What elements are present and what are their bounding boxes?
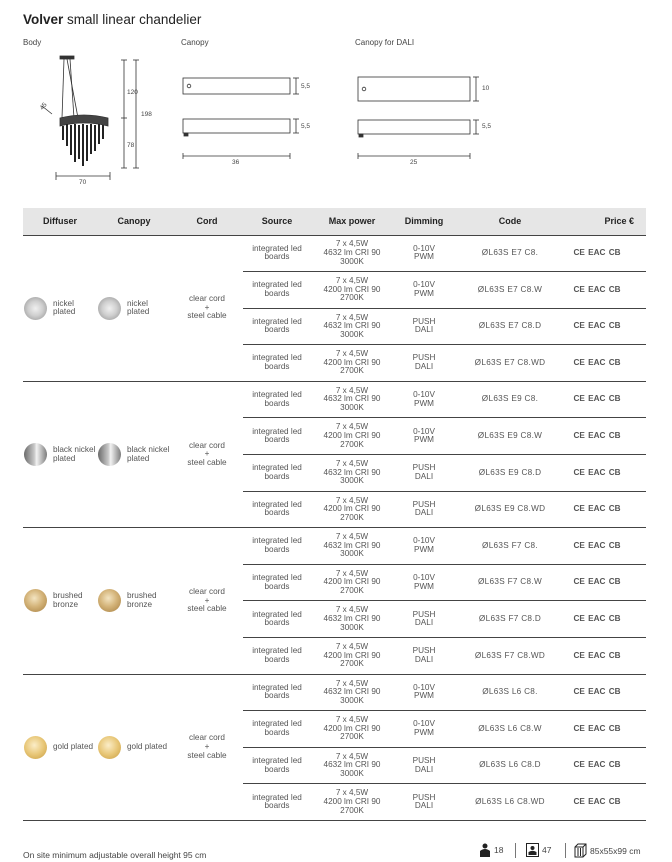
box-size [574, 843, 641, 858]
certification-cell [565, 564, 646, 601]
dimming-type: 0-10V [413, 390, 435, 400]
power-cell [311, 235, 393, 272]
dimming-type: PUSH [412, 316, 436, 326]
power-cell [311, 345, 393, 382]
dimming-type: PUSH [412, 756, 436, 766]
cord-plus: + [204, 302, 210, 312]
dimming-cell [393, 455, 455, 492]
body-drawing-label: Body [23, 38, 42, 47]
power-lumen: 4632 lm CRI 90 [323, 540, 381, 550]
eac-mark: EAC [588, 650, 606, 660]
code-cell: ØL63S E7 C8. [455, 235, 565, 272]
certification-cell [565, 345, 646, 382]
canopy-finish-label: nickel plated [127, 298, 150, 317]
power-cell [311, 272, 393, 309]
power-cct: 3000K [340, 329, 364, 339]
source-cell: integrated led boards [243, 381, 311, 418]
dimming-type: 0-10V [413, 682, 435, 692]
power-cct: 3000K [340, 549, 364, 559]
power-cell [311, 747, 393, 784]
dimming-type: PUSH [412, 609, 436, 619]
power-lumen: 4200 lm CRI 90 [323, 577, 381, 587]
power-cct: 2700K [340, 585, 364, 595]
box-size-value: 85x55x99 cm [590, 845, 641, 856]
dimming-protocol: DALI [414, 471, 434, 481]
dimming-type: 0-10V [413, 536, 435, 546]
eac-mark: EAC [588, 613, 606, 623]
cb-mark: CB [608, 357, 621, 367]
power-lumen: 4632 lm CRI 90 [323, 467, 381, 477]
ce-mark: CE [573, 577, 585, 587]
cb-mark: CB [608, 613, 621, 623]
canopy-dali-drawing-label: Canopy for DALI [355, 38, 415, 47]
dimming-protocol: DALI [414, 618, 434, 628]
body-bottom-dim: 78 [127, 142, 135, 149]
footer-separator [515, 843, 516, 858]
source-cell: integrated led boards [243, 528, 311, 565]
technical-drawings [0, 0, 672, 200]
code-cell: ØL63S E7 C8.WD [455, 345, 565, 382]
dimming-protocol: DALI [414, 325, 434, 335]
weight-box-icon [526, 843, 539, 857]
cb-mark: CB [608, 248, 621, 257]
canopy-finish-label: black nickel plated [127, 444, 170, 463]
cord-cell [171, 235, 243, 381]
cb-mark: CB [608, 284, 621, 294]
dimming-type: PUSH [412, 646, 436, 656]
power-cell [311, 381, 393, 418]
power-wattage: 7 x 4,5W [335, 385, 369, 395]
col-price: Price € [565, 208, 646, 235]
eac-mark: EAC [588, 394, 606, 404]
power-lumen: 4632 lm CRI 90 [323, 321, 381, 331]
canopy-drawing-label: Canopy [181, 38, 209, 47]
power-wattage: 7 x 4,5W [335, 532, 369, 542]
dimming-cell [393, 491, 455, 528]
certification-cell [565, 235, 646, 272]
canopy-dali-drawing [358, 77, 479, 159]
body-drawing [42, 56, 139, 180]
power-lumen: 4632 lm CRI 90 [323, 760, 381, 770]
eac-mark: EAC [588, 430, 606, 440]
source-cell: integrated led boards [243, 235, 311, 272]
dimming-protocol: PWM [413, 545, 434, 555]
power-lumen: 4200 lm CRI 90 [323, 796, 381, 806]
power-cct: 2700K [340, 366, 364, 376]
dimming-type: 0-10V [413, 243, 435, 253]
canopy-finish-label: gold plated [127, 742, 168, 752]
eac-mark: EAC [588, 504, 606, 514]
dimming-cell [393, 272, 455, 309]
code-cell: ØL63S E7 C8.W [455, 272, 565, 309]
power-cct: 3000K [340, 695, 364, 705]
canopy-length-dim: 36 [232, 159, 240, 166]
ce-mark: CE [573, 321, 585, 331]
power-lumen: 4632 lm CRI 90 [323, 394, 381, 404]
code-cell: ØL63S L6 C8.D [455, 747, 565, 784]
dimming-cell [393, 418, 455, 455]
power-wattage: 7 x 4,5W [335, 641, 369, 651]
source-cell: integrated led boards [243, 345, 311, 382]
code-cell: ØL63S F7 C8.W [455, 564, 565, 601]
power-wattage: 7 x 4,5W [335, 751, 369, 761]
power-cell [311, 564, 393, 601]
eac-mark: EAC [588, 540, 606, 550]
ce-mark: CE [573, 687, 585, 697]
power-cct: 2700K [340, 659, 364, 669]
canopy-dali-height-top-dim: 10 [482, 85, 490, 92]
power-wattage: 7 x 4,5W [335, 276, 369, 285]
dimming-cell [393, 564, 455, 601]
certification-cell [565, 638, 646, 675]
power-lumen: 4200 lm CRI 90 [323, 357, 381, 367]
eac-mark: EAC [588, 760, 606, 770]
dimming-cell [393, 235, 455, 272]
power-cell [311, 308, 393, 345]
dimming-cell [393, 601, 455, 638]
table-row [23, 674, 646, 711]
dimming-protocol: DALI [414, 764, 434, 774]
col-canopy: Canopy [97, 208, 171, 235]
canopy-finish-swatch [98, 297, 121, 320]
source-cell: integrated led boards [243, 674, 311, 711]
gross-weight [526, 843, 551, 857]
table-row [23, 528, 646, 565]
certification-cell [565, 418, 646, 455]
cord-primary: clear cord [189, 733, 225, 743]
power-lumen: 4632 lm CRI 90 [323, 613, 381, 623]
cord-primary: clear cord [189, 440, 225, 450]
code-cell: ØL63S F7 C8.WD [455, 638, 565, 675]
power-wattage: 7 x 4,5W [335, 678, 369, 688]
power-cell [311, 674, 393, 711]
eac-mark: EAC [588, 687, 606, 697]
canopy-height-top-dim: 5,5 [301, 83, 311, 90]
certification-cell [565, 747, 646, 784]
power-wattage: 7 x 4,5W [335, 715, 369, 725]
source-cell: integrated led boards [243, 711, 311, 748]
diffuser-finish-label: gold plated [53, 742, 94, 752]
cord-secondary: steel cable [187, 604, 227, 614]
certification-cell [565, 381, 646, 418]
canopy-height-side-dim: 5,5 [301, 123, 311, 130]
dimming-cell [393, 674, 455, 711]
dimming-type: 0-10V [413, 280, 435, 290]
source-cell: integrated led boards [243, 747, 311, 784]
eac-mark: EAC [588, 723, 606, 733]
eac-mark: EAC [588, 357, 606, 367]
diffuser-cell [23, 381, 97, 527]
ce-mark: CE [573, 467, 585, 477]
power-cct: 3000K [340, 256, 364, 266]
cb-mark: CB [608, 430, 621, 440]
certification-cell [565, 674, 646, 711]
power-wattage: 7 x 4,5W [335, 422, 369, 432]
certification-cell [565, 308, 646, 345]
code-cell: ØL63S E9 C8.D [455, 455, 565, 492]
power-cct: 3000K [340, 768, 364, 778]
ce-mark: CE [573, 357, 585, 367]
canopy-cell [97, 674, 171, 820]
power-cct: 2700K [340, 439, 364, 449]
power-cct: 2700K [340, 732, 364, 742]
dimming-cell [393, 528, 455, 565]
canopy-cell [97, 528, 171, 674]
source-cell: integrated led boards [243, 491, 311, 528]
ce-mark: CE [573, 723, 585, 733]
power-cell [311, 528, 393, 565]
canopy-finish-swatch [98, 736, 121, 759]
code-cell: ØL63S E9 C8. [455, 381, 565, 418]
power-cell [311, 638, 393, 675]
diffuser-finish-swatch [24, 443, 47, 466]
canopy-finish-label: brushed bronze [127, 591, 157, 609]
cb-mark: CB [608, 467, 621, 477]
power-wattage: 7 x 4,5W [335, 312, 369, 322]
table-row [23, 381, 646, 418]
cord-secondary: steel cable [187, 311, 227, 321]
body-top-dim: 120 [127, 89, 138, 96]
power-cell [311, 784, 393, 821]
diffuser-finish-label: nickel plated [53, 298, 76, 317]
ce-mark: CE [573, 248, 585, 257]
power-lumen: 4632 lm CRI 90 [323, 687, 381, 697]
power-wattage: 7 x 4,5W [335, 568, 369, 578]
diffuser-finish-label: black nickel plated [53, 444, 96, 463]
code-cell: ØL63S L6 C8. [455, 674, 565, 711]
power-lumen: 4200 lm CRI 90 [323, 504, 381, 514]
net-weight [479, 843, 503, 857]
ce-mark: CE [573, 613, 585, 623]
cord-plus: + [204, 742, 210, 752]
canopy-cell [97, 235, 171, 381]
code-cell: ØL63S E9 C8.WD [455, 491, 565, 528]
footer-note: On site minimum adjustable overall height 95 cm [23, 850, 207, 860]
dimming-cell [393, 381, 455, 418]
certification-cell [565, 784, 646, 821]
cb-mark: CB [608, 687, 621, 697]
cord-plus: + [204, 595, 210, 605]
source-cell: integrated led boards [243, 638, 311, 675]
code-cell: ØL63S L6 C8.W [455, 711, 565, 748]
col-diffuser: Diffuser [23, 208, 97, 235]
power-wattage: 7 x 4,5W [335, 458, 369, 468]
ce-mark: CE [573, 284, 585, 294]
code-cell: ØL63S F7 C8.D [455, 601, 565, 638]
col-code: Code [455, 208, 565, 235]
source-cell: integrated led boards [243, 418, 311, 455]
code-cell: ØL63S E9 C8.W [455, 418, 565, 455]
ce-mark: CE [573, 796, 585, 806]
source-cell: integrated led boards [243, 455, 311, 492]
power-cct: 2700K [340, 512, 364, 522]
dimming-type: PUSH [412, 792, 436, 802]
dimming-type: PUSH [412, 353, 436, 363]
power-cell [311, 455, 393, 492]
dimming-protocol: PWM [413, 728, 434, 738]
ce-mark: CE [573, 540, 585, 550]
dimming-protocol: PWM [413, 398, 434, 408]
cb-mark: CB [608, 796, 621, 806]
power-cct: 2700K [340, 805, 364, 815]
ce-mark: CE [573, 504, 585, 514]
power-cct: 3000K [340, 402, 364, 412]
power-lumen: 4200 lm CRI 90 [323, 723, 381, 733]
cord-cell [171, 674, 243, 820]
code-cell: ØL63S E7 C8.D [455, 308, 565, 345]
cord-cell [171, 528, 243, 674]
dimming-protocol: PWM [413, 435, 434, 445]
power-lumen: 4632 lm CRI 90 [323, 248, 381, 257]
certification-cell [565, 528, 646, 565]
cb-mark: CB [608, 394, 621, 404]
col-source: Source [243, 208, 311, 235]
dimming-protocol: PWM [413, 288, 434, 298]
body-width-dim: 70 [79, 179, 87, 186]
ce-mark: CE [573, 760, 585, 770]
source-cell: integrated led boards [243, 564, 311, 601]
dimming-cell [393, 784, 455, 821]
power-wattage: 7 x 4,5W [335, 349, 369, 359]
power-wattage: 7 x 4,5W [335, 788, 369, 798]
dimming-protocol: DALI [414, 654, 434, 664]
weight-person-icon [479, 843, 491, 857]
dimming-type: PUSH [412, 463, 436, 473]
col-max-power: Max power [311, 208, 393, 235]
spec-table [23, 208, 646, 821]
gross-weight-value: 47 [542, 845, 552, 855]
power-lumen: 4200 lm CRI 90 [323, 650, 381, 660]
power-wattage: 7 x 4,5W [335, 239, 369, 249]
cord-cell [171, 381, 243, 527]
eac-mark: EAC [588, 796, 606, 806]
diffuser-cell [23, 528, 97, 674]
certification-cell [565, 455, 646, 492]
body-angle-dim: 45 [38, 101, 49, 112]
source-cell: integrated led boards [243, 272, 311, 309]
cord-plus: + [204, 449, 210, 459]
code-cell: ØL63S L6 C8.WD [455, 784, 565, 821]
cb-mark: CB [608, 321, 621, 331]
code-cell: ØL63S F7 C8. [455, 528, 565, 565]
power-cct: 2700K [340, 293, 364, 303]
dimming-cell [393, 711, 455, 748]
dimming-cell [393, 345, 455, 382]
dimming-protocol: PWM [413, 581, 434, 591]
power-cell [311, 491, 393, 528]
footer-separator [565, 843, 566, 858]
col-dimming: Dimming [393, 208, 455, 235]
dimming-cell [393, 638, 455, 675]
eac-mark: EAC [588, 577, 606, 587]
cord-secondary: steel cable [187, 750, 227, 760]
certification-cell [565, 711, 646, 748]
table-header-row [23, 208, 646, 235]
dimming-type: 0-10V [413, 719, 435, 729]
dimming-type: 0-10V [413, 426, 435, 436]
eac-mark: EAC [588, 321, 606, 331]
eac-mark: EAC [588, 248, 606, 257]
dimming-protocol: DALI [414, 362, 434, 372]
table-row [23, 235, 646, 272]
diffuser-finish-swatch [24, 736, 47, 759]
power-wattage: 7 x 4,5W [335, 605, 369, 615]
canopy-dali-length-dim: 25 [410, 159, 418, 166]
ce-mark: CE [573, 394, 585, 404]
net-weight-value: 18 [494, 845, 504, 855]
canopy-finish-swatch [98, 589, 121, 612]
dimming-cell [393, 747, 455, 784]
product-subtitle: small linear chandelier [67, 12, 202, 27]
power-cct: 3000K [340, 476, 364, 486]
diffuser-finish-label: brushed bronze [53, 591, 83, 609]
certification-cell [565, 601, 646, 638]
certification-cell [565, 272, 646, 309]
source-cell: integrated led boards [243, 601, 311, 638]
power-cell [311, 711, 393, 748]
source-cell: integrated led boards [243, 784, 311, 821]
canopy-finish-swatch [98, 443, 121, 466]
body-overall-dim: 198 [141, 111, 152, 118]
diffuser-cell [23, 674, 97, 820]
cb-mark: CB [608, 650, 621, 660]
dimming-protocol: PWM [413, 252, 434, 262]
dimming-protocol: DALI [414, 801, 434, 811]
dimming-cell [393, 308, 455, 345]
canopy-cell [97, 381, 171, 527]
dimming-type: PUSH [412, 499, 436, 509]
cb-mark: CB [608, 577, 621, 587]
cord-primary: clear cord [189, 294, 225, 304]
cb-mark: CB [608, 504, 621, 514]
power-cct: 3000K [340, 622, 364, 632]
ce-mark: CE [573, 430, 585, 440]
canopy-drawing [183, 78, 299, 159]
product-name: Volver [23, 12, 64, 27]
power-wattage: 7 x 4,5W [335, 495, 369, 505]
power-lumen: 4200 lm CRI 90 [323, 430, 381, 440]
diffuser-finish-swatch [24, 297, 47, 320]
cord-primary: clear cord [189, 587, 225, 597]
power-cell [311, 601, 393, 638]
certification-cell [565, 491, 646, 528]
eac-mark: EAC [588, 467, 606, 477]
diffuser-cell [23, 235, 97, 381]
eac-mark: EAC [588, 284, 606, 294]
power-lumen: 4200 lm CRI 90 [323, 284, 381, 294]
cord-secondary: steel cable [187, 457, 227, 467]
power-cell [311, 418, 393, 455]
cb-mark: CB [608, 760, 621, 770]
source-cell: integrated led boards [243, 308, 311, 345]
dimming-type: 0-10V [413, 573, 435, 583]
ce-mark: CE [573, 650, 585, 660]
cb-mark: CB [608, 723, 621, 733]
canopy-dali-height-side-dim: 5,5 [482, 123, 492, 130]
diffuser-finish-swatch [24, 589, 47, 612]
col-cord: Cord [171, 208, 243, 235]
dimming-protocol: DALI [414, 508, 434, 518]
box-icon [574, 843, 587, 858]
dimming-protocol: PWM [413, 691, 434, 701]
cb-mark: CB [608, 540, 621, 550]
